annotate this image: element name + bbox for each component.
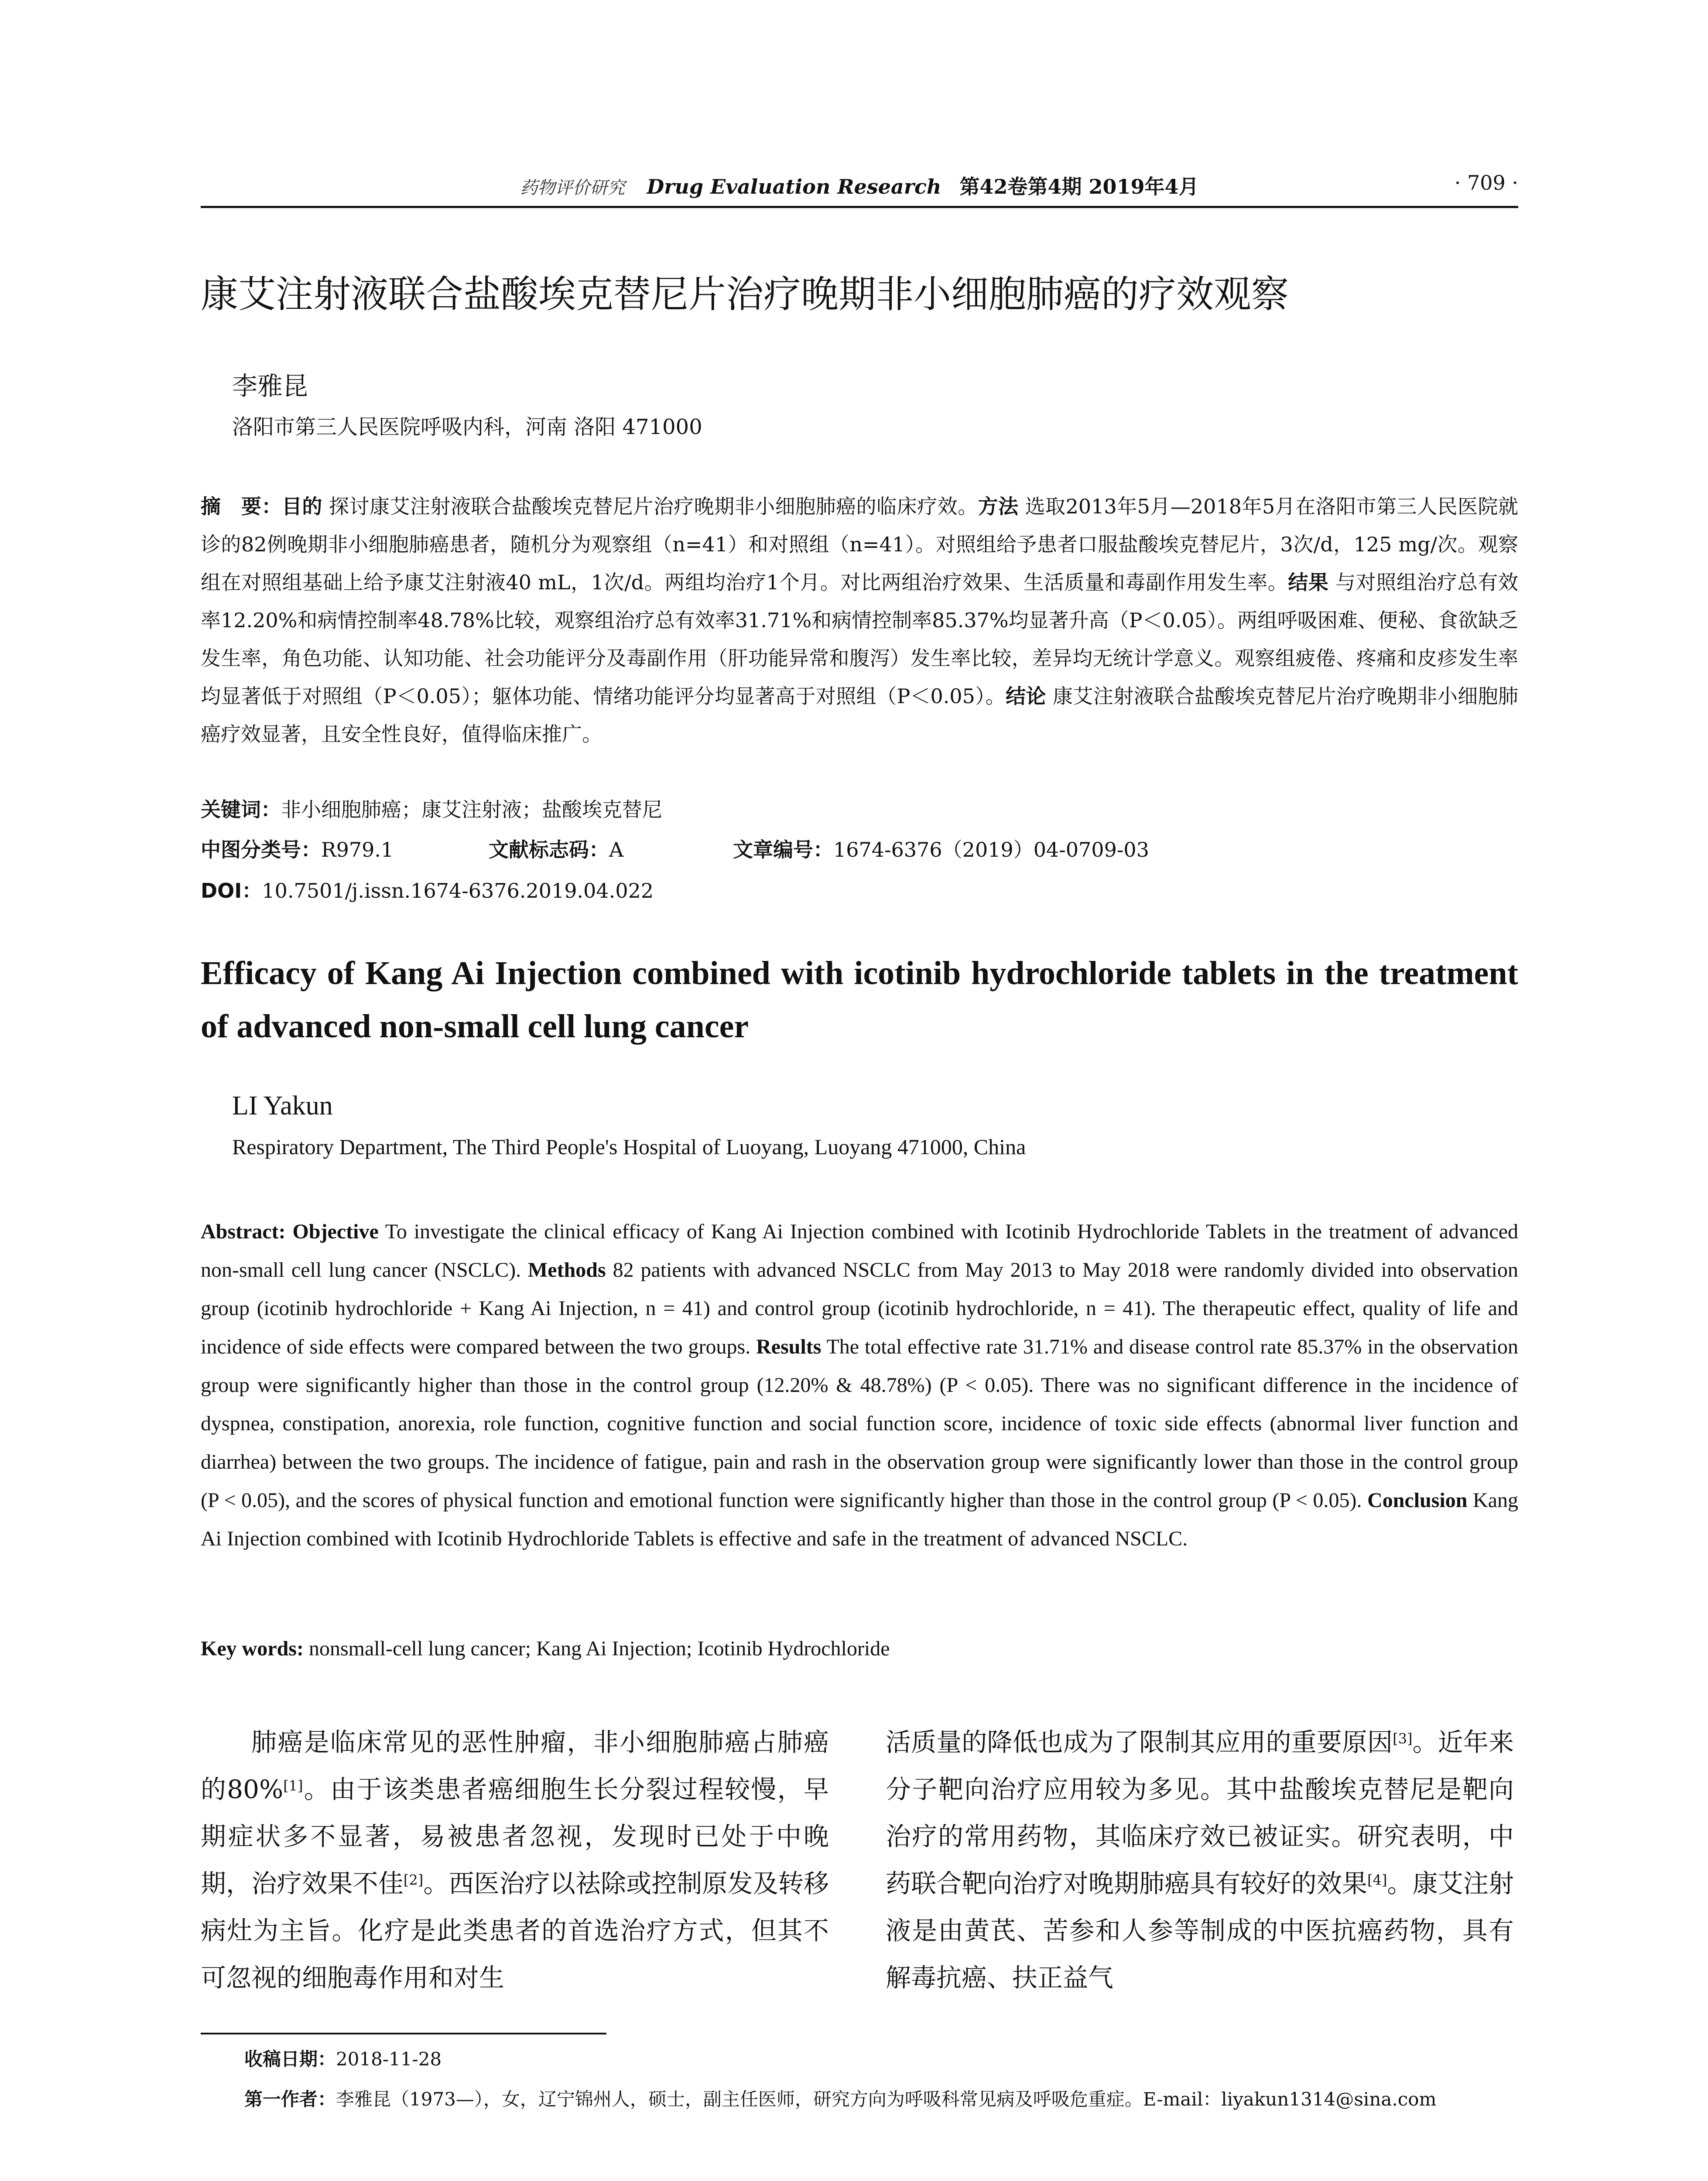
conclusion-cn: 康艾注射液联合盐酸埃克替尼片治疗晚期非小细胞肺癌疗效显著，且安全性良好，值得临床推广。 — [201, 684, 1519, 746]
body-left-text-3: 。西医治疗以祛除或控制原发及转移病灶为主旨。化疗是此类患者的首选治疗方式，但其不可忽视的细胞毒作用和对生 — [201, 1869, 829, 1993]
citation-2[interactable]: [2] — [403, 1872, 424, 1888]
journal-issue: 第42卷第4期 2019年4月 — [959, 175, 1199, 198]
abstract-en-label: Abstract: — [201, 1220, 286, 1243]
body-left-text-2: 。由于该类患者癌细胞生长分裂过程较慢，早期症状多不显著，易被患者忽视，发现时已处于中晚期，治疗效果不佳 — [201, 1774, 829, 1898]
objective-cn: 探讨康艾注射液联合盐酸埃克替尼片治疗晚期非小细胞肺癌的临床疗效。 — [329, 495, 978, 518]
results-cn: 与对照组治疗总有效率12.20%和病情控制率48.78%比较，观察组治疗总有效率31.71%和病情控制率85.37%均显著升高（P＜0.05）。两组呼吸困难、便秘、食欲缺乏发生率，角色功能、认知功能、社会功能评分及毒副作用（肝功能异常和腹泻）发生率比较，差异均无统计学意义。观察组疲倦、疼痛和皮疹发生率均显著低于对照组（P＜0.05）；躯体功能、情绪功能评分均显著高于对照组（P＜0.05）。 — [201, 571, 1519, 708]
methods-cn: 选取2013年5月—2018年5月在洛阳市第三人民医院就诊的82例晚期非小细胞肺癌患者，随机分为观察组（n=41）和对照组（n=41）。对照组给予患者口服盐酸埃克替尼片，3次/d，125 mg/次。观察组在对照组基础上给予康艾注射液40 mL，1次/d。两组均治疗1个月。对比两组治疗效果、生活质量和毒副作用发生率。 — [201, 495, 1519, 594]
footnote-author — [244, 2085, 1518, 2111]
doi-value: 10.7501/j.issn.1674-6376.2019.04.022 — [262, 879, 654, 902]
methods-en-label: Methods — [527, 1258, 606, 1282]
header-rule — [201, 206, 1518, 208]
affiliation-en: Respiratory Department, The Third People's Hospital of Luoyang, Luoyang 471000, China — [232, 1135, 1026, 1159]
keywords-en — [201, 1637, 890, 1661]
doi — [201, 875, 654, 904]
author-en: LI Yakun — [232, 1091, 333, 1121]
body-right-text-3: 。康艾注射液是由黄芪、苦参和人参等制成的中医抗癌药物，具有解毒抗癌、扶正益气 — [886, 1869, 1514, 1993]
body-column-right — [886, 1719, 1514, 2001]
conclusion-en-label: Conclusion — [1367, 1489, 1468, 1512]
title-cn: 康艾注射液联合盐酸埃克替尼片治疗晚期非小细胞肺癌的疗效观察 — [201, 273, 1289, 316]
keywords-en-value: nonsmall-cell lung cancer; Kang Ai Injection; Icotinib Hydrochloride — [308, 1637, 890, 1660]
body-right-text-2: 。近年来分子靶向治疗应用较为多见。其中盐酸埃克替尼是靶向治疗的常用药物，其临床疗效已被证实。研究表明，中药联合靶向治疗对晚期肺癌具有较好的效果 — [886, 1727, 1514, 1898]
results-en-label: Results — [756, 1335, 821, 1358]
received-value: 2018-11-28 — [336, 2048, 442, 2070]
keywords-cn-value: 非小细胞肺癌；康艾注射液；盐酸埃克替尼 — [281, 798, 662, 821]
classification-row — [201, 834, 1518, 863]
abstract-en — [201, 1213, 1518, 1558]
affiliation-cn: 洛阳市第三人民医院呼吸内科，河南 洛阳 471000 — [232, 415, 702, 439]
abstract-cn-label: 摘 要： — [201, 495, 282, 518]
article-no-value: 1674-6376（2019）04-0709-03 — [833, 838, 1149, 861]
keywords-cn — [201, 794, 662, 823]
clc-label: 中图分类号： — [201, 838, 321, 861]
conclusion-en: Kang Ai Injection combined with Icotinib Hydrochloride Tablets is effective and safe in the treatment of advanced NSCLC. — [201, 1489, 1518, 1550]
keywords-en-label: Key words: — [201, 1637, 304, 1660]
methods-cn-label: 方法 — [978, 495, 1019, 518]
citation-1[interactable]: [1] — [283, 1778, 303, 1794]
methods-en: 82 patients with advanced NSCLC from May 2013 to May 2018 were randomly divided into observation group (icotinib hydrochloride + Kang Ai Injection, n = 41) and control group (icotinib hydrochloride, n = 41). The therapeutic effect, quality of life and incidence of side effects were compared between the two groups. — [201, 1258, 1519, 1358]
page-number: · 709 · — [1454, 171, 1518, 195]
body-column-left — [201, 1719, 829, 2001]
journal-logo: 药物评价研究 — [520, 178, 625, 198]
doc-code-label: 文献标志码： — [489, 838, 609, 861]
clc-value: R979.1 — [321, 838, 394, 861]
citation-4[interactable]: [4] — [1367, 1872, 1387, 1888]
title-en: Efficacy of Kang Ai Injection combined with icotinib hydrochloride tablets in the treatment of advanced non-small cell lung cancer — [201, 955, 1518, 1045]
doi-label: DOI： — [201, 879, 262, 902]
article-no-label: 文章编号： — [733, 838, 833, 861]
first-author-label: 第一作者： — [244, 2089, 336, 2110]
conclusion-cn-label: 结论 — [1006, 684, 1046, 708]
doc-code-value: A — [609, 838, 624, 861]
clc-item — [201, 834, 489, 863]
doc-code-item — [489, 834, 733, 863]
objective-en-label: Objective — [292, 1220, 379, 1243]
first-author-value: 李雅昆（1973—），女，辽宁锦州人，硕士，副主任医师，研究方向为呼吸科常见病及呼吸危重症。E-mail：liyakun1314@sina.com — [336, 2089, 1437, 2110]
body-right-text-1: 活质量的降低也成为了限制其应用的重要原因 — [886, 1727, 1393, 1757]
header-center — [201, 171, 1518, 200]
author-cn: 李雅昆 — [232, 371, 308, 401]
results-en: The total effective rate 31.71% and disease control rate 85.37% in the observation group were significantly higher than those in the control group (12.20% & 48.78%) (P < 0.05). There was no significant difference in the incidence of dyspnea, constipation, anorexia, role function, cognitive function and social function score, incidence of toxic side effects (abnormal liver function and diarrhea) between the two groups. The incidence of fatigue, pain and rash in the observation group were significantly lower than those in the control group (P < 0.05), and the scores of physical function and emotional function were significantly higher than those in the control group (P < 0.05). — [201, 1335, 1519, 1512]
received-label: 收稿日期： — [244, 2048, 336, 2070]
abstract-cn — [201, 488, 1518, 753]
objective-cn-label: 目的 — [281, 495, 322, 518]
footnote-received — [244, 2045, 442, 2071]
article-no-item — [733, 834, 1149, 863]
running-header — [201, 171, 1518, 202]
journal-name: Drug Evaluation Research — [647, 175, 941, 198]
objective-en: To investigate the clinical efficacy of Kang Ai Injection combined with Icotinib Hydrochloride Tablets in the treatment of advanced non-small cell lung cancer (NSCLC). — [201, 1220, 1519, 1282]
body-left-text-1: 肺癌是临床常见的恶性肿瘤，非小细胞肺癌占肺癌的80% — [201, 1727, 829, 1804]
keywords-cn-label: 关键词： — [201, 798, 281, 821]
citation-3[interactable]: [3] — [1393, 1730, 1413, 1747]
results-cn-label: 结果 — [1288, 571, 1329, 594]
footnote-rule — [201, 2033, 606, 2034]
